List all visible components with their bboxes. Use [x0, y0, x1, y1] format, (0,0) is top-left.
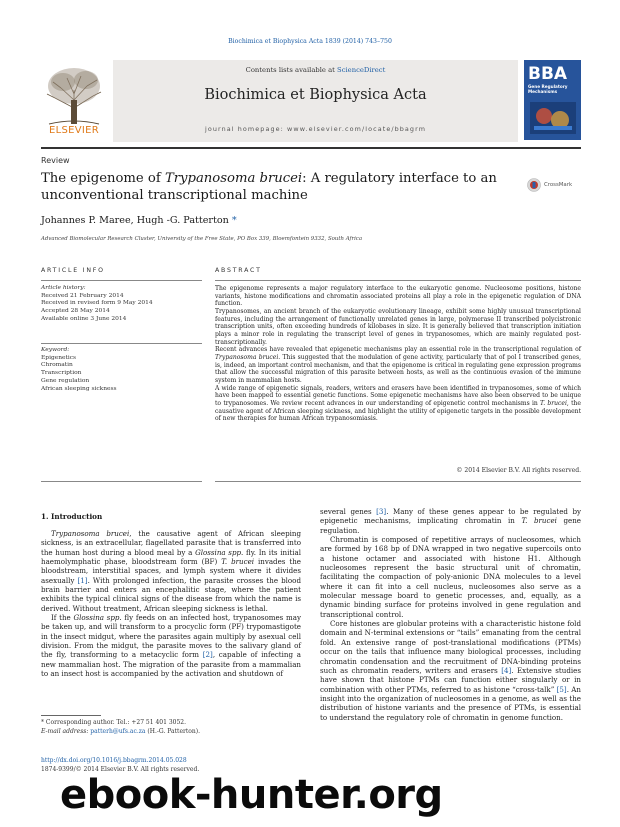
keyword-item: Chromatin [41, 362, 73, 369]
organism-name: Glossina spp. [195, 547, 244, 557]
keyword-item: Epigenetics [41, 354, 77, 361]
title-organism: Trypanosoma brucei [164, 171, 303, 186]
abstract-text-run: Recent advances have revealed that epigenetic mechanisms play an essential role in the transcriptional regulation of [215, 346, 581, 354]
copyright-notice: © 2014 Elsevier B.V. All rights reserved. [456, 467, 581, 474]
corresponding-author-marker[interactable]: * [231, 215, 237, 226]
article-type: Review [41, 156, 70, 165]
text-run: , capable of infecting a new mammalian host. The migration of the parasite from a mammalian to an insect host is accompanied by the activation and shutdown of [41, 650, 301, 679]
abstract-heading: ABSTRACT [215, 267, 262, 274]
reference-link[interactable]: [2] [202, 650, 213, 660]
section-heading-introduction: 1. Introduction [41, 512, 103, 521]
history-item: Received in revised form 9 May 2014 [41, 300, 153, 307]
body-paragraph: Chromatin is composed of repetitive arrays of nucleosomes, which are formed by 168 bp of DNA wrapped in two negative supercoils onto a histone octamer and associated with histone H1. Although nucleosomes represent the basic structural unit of chromatin, facilitating the compaction of poly-anionic DNA molecules to a level where it can fit into a cell nucleus, nucleosomes also serve as a molecular message board to genetic processes, and, equally, as a dynamic binding surface for proteins involved in gene regulation and transcriptional control. [320, 535, 581, 619]
text-run: several genes [320, 507, 377, 516]
keyword-item: African sleeping sickness [41, 385, 117, 392]
text-run: If the [51, 613, 74, 623]
keyword-item: Transcription [41, 370, 82, 377]
cover-subtitle: Gene Regulatory Mechanisms [528, 84, 568, 95]
abstract-organism: T. brucei [540, 399, 567, 407]
watermark-text: ebook-hunter.org [60, 772, 443, 818]
title-part-1: The epigenome of [41, 171, 165, 186]
article-title [41, 170, 511, 204]
text-run: . Extensive studies have shown that histone PTMs can function either singularly or in combination with other PTMs, referred to as histone “cross-talk” [320, 665, 581, 694]
abstract-paragraph [215, 346, 581, 384]
abstract-text-run: A wide range of epigenetic signals, readers, writers and erasers have been identified in trypanosomes, some of which have been mapped to essential genetic functions. Some epigenetic mechanisms have also been observed to be unique to trypanosomes. We review recent advances in our understanding of epigenetic control mechanisms in [215, 384, 581, 407]
body-paragraph [320, 507, 581, 535]
article-info-heading: ARTICLE INFO [41, 267, 105, 274]
abstract-paragraph [215, 385, 581, 423]
organism-name: Glossina spp. [73, 613, 122, 623]
body-paragraph [41, 529, 301, 613]
text-run: fly. In its initial haemolymphatic phase, bloodstream form (BF) [41, 547, 301, 567]
reference-link[interactable]: [4] [501, 665, 512, 675]
history-label: Article history: [41, 285, 86, 291]
abstract-paragraph: The epigenome represents a major regulatory interface to the eukaryotic genome. Nucleosome positions, histone variants, histone modifications and chromatin associated proteins all play a role in the epigenetic regulation of DNA function. [215, 285, 581, 308]
keyword-item: Gene regulation [41, 377, 90, 384]
reference-link[interactable]: [3] [376, 507, 387, 516]
organism-name: T. brucei [521, 516, 557, 526]
author-list [41, 215, 237, 226]
divider [41, 280, 202, 281]
cover-title: BBA [528, 64, 568, 84]
elsevier-wordmark: ELSEVIER [48, 125, 99, 136]
abstract-text [215, 285, 581, 423]
reference-link[interactable]: [5] [556, 684, 567, 694]
email-suffix: (H.-G. Patterton). [145, 727, 201, 735]
divider [41, 343, 202, 344]
abstract-text-run: . This suggested that the modulation of gene activity, particularly that of pol I transcribed genes, is, indeed, an important control mechanism, and that the epigenome is critical in regulating gene expression programs that allow the successful migration of this parasite between hosts, as well as the continuous evasion of the immune system in mammalian hosts. [215, 353, 582, 384]
text-run: fly feeds on an infected host, trypanosomes may be taken up, and will transform to a procyclic form (PF) trypomastigote in the insect midgut, where the parasites again multiply by asexual cell division. From the midgut, the parasite moves to the salivary gland of the fly, transforming to a metacyclic form [41, 613, 301, 660]
body-paragraph [320, 619, 581, 722]
footnote-email-line [41, 728, 301, 737]
corresponding-author-footnote [41, 719, 301, 736]
body-paragraph [41, 613, 301, 678]
keywords [41, 347, 202, 393]
history-item: Received 21 February 2014 [41, 292, 124, 299]
header-divider [41, 147, 581, 149]
doi-link[interactable]: http://dx.doi.org/10.1016/j.bbagrm.2014.05.028 [41, 757, 187, 764]
history-item: Available online 3 June 2014 [41, 315, 127, 322]
text-run: . An insight into the organization of nucleosomes in a genome, as well as the distribution of histone variants and the presence of PTMs, is essential to understand the regulatory role of chromatin in genome function. [320, 684, 581, 722]
abstract-text-run: , the causative agent of African sleeping sickness, and highlight the utility of epigenetic targets in the possible development of new therapies for human African trypanosomiasis. [215, 399, 581, 423]
keywords-label: Keyword: [41, 347, 70, 353]
text-run: . With prolonged infection, the parasite crosses the blood brain barrier and enters an encephalitic stage, where the patient exhibits the typical clinical signs of the disease from which the name is derived. Without treatment, African sleeping sickness is lethal. [41, 575, 301, 613]
text-run: , the causative agent of African sleeping sickness, is an extracellular, flagellated parasite that is transferred into the human host during a blood meal by a [41, 529, 301, 557]
journal-homepage[interactable]: journal homepage: www.elsevier.com/locate/bbagrm [204, 125, 427, 133]
divider [215, 280, 581, 281]
email-link[interactable]: patterh@ufs.ac.za [90, 727, 146, 735]
history-item: Accepted 28 May 2014 [41, 308, 110, 315]
abstract-paragraph: Trypanosomes, an ancient branch of the eukaryotic evolutionary lineage, exhibit some highly unusual transcriptional features, including the arrangement of functionally unrelated genes in large, polymerase II transcribed polycistronic transcription units, often exceeding hundreds of kilobases in size. It is generally believed that transcription initiation plays a minor role in regulating the transcript level of genes in trypanosomes, which are mainly regulated post-transcriptionally. [215, 307, 581, 346]
contents-available-line [113, 66, 518, 74]
cover-art-icon [528, 100, 578, 136]
reference-link[interactable]: [1] [77, 575, 88, 585]
text-run: gene regulation. [320, 516, 581, 535]
journal-citation-link[interactable]: Biochimica et Biophysica Acta 1839 (2014) 743–750 [228, 38, 392, 45]
footnote-phone: * Corresponding author. Tel.: +27 51 401 3052. [41, 719, 187, 726]
email-label: E-mail address: [41, 727, 91, 735]
divider [215, 481, 581, 482]
text-run: . Many of these genes appear to be regulated by epigenetic mechanisms, implicating chromatin in [320, 507, 581, 526]
sciencedirect-link[interactable]: ScienceDirect [337, 66, 386, 74]
article-history [41, 285, 202, 324]
footnote-divider [41, 715, 101, 716]
divider [41, 481, 202, 482]
title-part-2: : A regulatory interface to an unconventional transcriptional machine [41, 171, 497, 203]
authors-text: Johannes P. Maree, Hugh -G. Patterton [41, 215, 229, 226]
text-run: invades the bloodstream, interstitial spaces, and lymph system where it divides asexually [41, 557, 301, 585]
abstract-organism: Trypanosoma brucei [215, 353, 279, 361]
text-run: Core histones are globular proteins with a characteristic histone fold domain and N-terminal extensions or “tails” emanating from the central fold. An extensive range of post-translational modifications (PTMs) occur on the tails that influence many biological processes, including chromatin condensation and the recruitment of DNA-binding proteins such as chromatin readers, writers and erasers [320, 619, 581, 675]
issn-line: 1874-9399/© 2014 Elsevier B.V. All rights reserved. [41, 766, 200, 773]
body-column-left [41, 529, 301, 679]
author-affiliation: Advanced Biomolecular Research Cluster, University of the Free State, PO Box 339, Bloemfontein 9332, South Africa [41, 236, 363, 242]
organism-name: Trypanosoma brucei [51, 529, 130, 538]
journal-title: Biochimica et Biophysica Acta [204, 87, 427, 103]
contents-prefix: Contents lists available at [245, 66, 338, 74]
organism-name: T. brucei [221, 557, 255, 567]
crossmark-label[interactable]: CrossMark [544, 182, 573, 188]
body-column-right [320, 507, 581, 722]
